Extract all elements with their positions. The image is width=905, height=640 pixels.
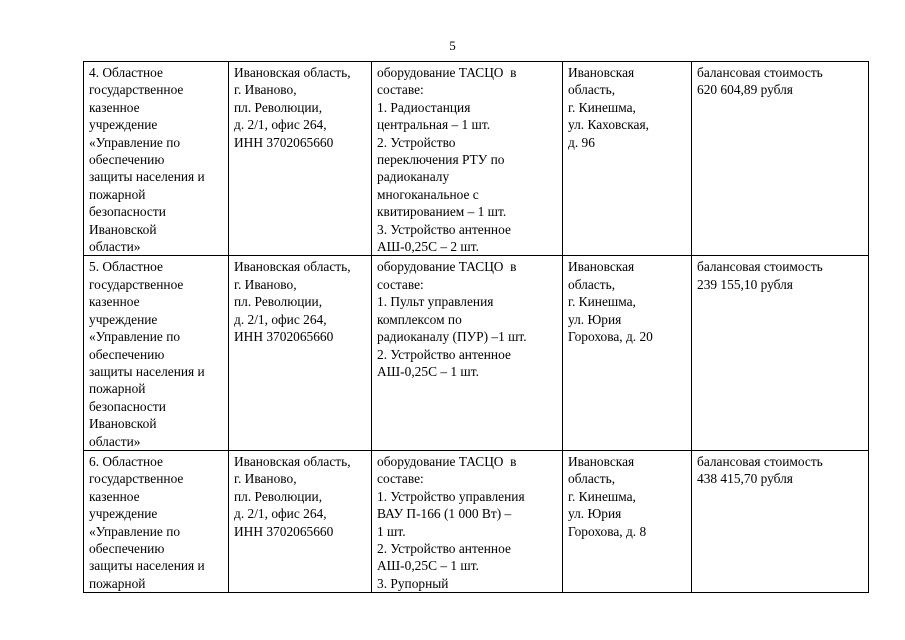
equipment-cell: оборудование ТАСЦО в составе: 1. Пульт управления комплексом по радиоканалу (ПУР) –1 шт. 2. Устройство антенное АШ-0,25С – 1 шт.: [372, 256, 563, 450]
cost-cell: балансовая стоимость 239 155,10 рубля: [692, 256, 869, 450]
address-cell: Ивановская область, г. Иваново, пл. Революции, д. 2/1, офис 264, ИНН 3702065660: [229, 450, 372, 592]
table-row: [84, 450, 869, 592]
owner-cell: 5. Областное государственное казенное учреждение «Управление по обеспечению защиты населения и пожарной безопасности Ивановской области»: [84, 256, 229, 450]
address-cell: Ивановская область, г. Иваново, пл. Революции, д. 2/1, офис 264, ИНН 3702065660: [229, 62, 372, 256]
property-transfer-table: [83, 61, 869, 593]
location-cell: Ивановская область, г. Кинешма, ул. Каховская, д. 96: [563, 62, 692, 256]
equipment-cell: оборудование ТАСЦО в составе: 1. Радиостанция центральная – 1 шт. 2. Устройство переключения РТУ по радиоканалу многоканальное с квитированием – 1 шт. 3. Устройство антенное АШ-0,25С – 2 шт.: [372, 62, 563, 256]
table-row: [84, 256, 869, 450]
owner-cell: 4. Областное государственное казенное учреждение «Управление по обеспечению защиты населения и пожарной безопасности Ивановской области»: [84, 62, 229, 256]
location-cell: Ивановская область, г. Кинешма, ул. Юрия Горохова, д. 8: [563, 450, 692, 592]
table-row: [84, 62, 869, 256]
owner-cell: 6. Областное государственное казенное учреждение «Управление по обеспечению защиты населения и пожарной: [84, 450, 229, 592]
equipment-cell: оборудование ТАСЦО в составе: 1. Устройство управления ВАУ П-166 (1 000 Вт) – 1 шт. 2. Устройство антенное АШ-0,25С – 1 шт. 3. Рупорный: [372, 450, 563, 592]
location-cell: Ивановская область, г. Кинешма, ул. Юрия Горохова, д. 20: [563, 256, 692, 450]
page-number: 5: [449, 38, 456, 53]
cost-cell: балансовая стоимость 438 415,70 рубля: [692, 450, 869, 592]
cost-cell: балансовая стоимость 620 604,89 рубля: [692, 62, 869, 256]
address-cell: Ивановская область, г. Иваново, пл. Революции, д. 2/1, офис 264, ИНН 3702065660: [229, 256, 372, 450]
